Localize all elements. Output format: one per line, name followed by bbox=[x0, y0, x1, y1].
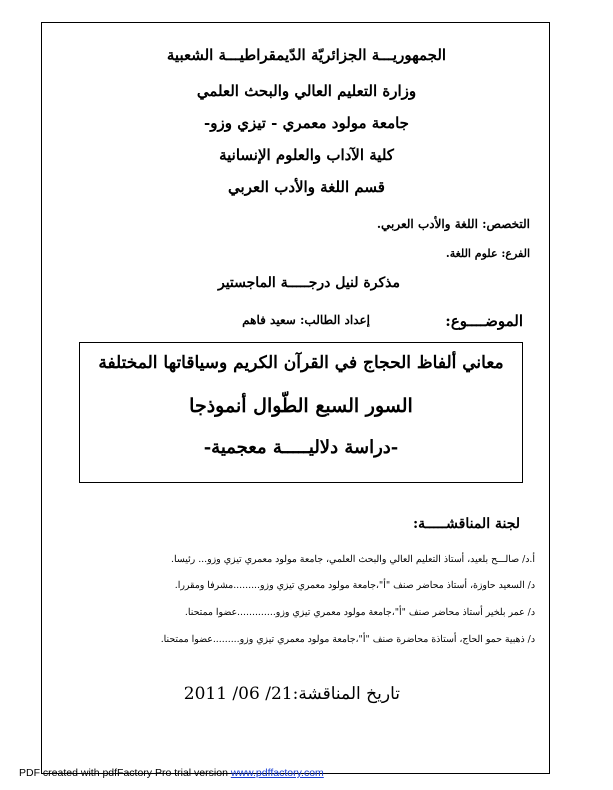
thesis-title-box bbox=[79, 342, 523, 483]
committee-member-1: أ.د/ صالـــح بلعيد، أستاذ التعليم العالي والبحث العلمي، جامعة مولود معمري تيزي وزو... رئيسا. bbox=[171, 554, 535, 565]
specialty-label: التخصص: اللغة والأدب العربي. bbox=[376, 217, 530, 231]
footer-link[interactable]: www.pdffactory.com bbox=[230, 767, 324, 779]
faculty-title: كلية الآداب والعلوم الإنسانية bbox=[219, 146, 394, 164]
degree-label: مذكرة لنيل درجـــــة الماجستير bbox=[217, 275, 400, 291]
thesis-title-line-1: معاني ألفاظ الحجاج في القرآن الكريم وسياقاتها المختلفة bbox=[98, 353, 504, 373]
prepared-by-label: إعداد الطالب: سعيد فاهم bbox=[242, 313, 370, 327]
thesis-title-line-3: -دراسة دلاليـــــة معجمية- bbox=[203, 437, 399, 458]
university-title: جامعة مولود معمري - تيزي وزو- bbox=[204, 114, 409, 132]
committee-member-2: د/ السعيد حاوزة، أستاذ محاضر صنف "أ"،جامعة مولود معمري تيزي وزو.........مشرفا ومقررا. bbox=[174, 580, 535, 591]
subject-label: الموضــــوع: bbox=[445, 312, 523, 330]
discussion-date: تاريخ المناقشة:21/ 06/ 2011 bbox=[183, 684, 400, 704]
ministry-title: وزارة التعليم العالي والبحث العلمي bbox=[196, 82, 417, 100]
pdf-footer-note bbox=[19, 767, 324, 779]
thesis-title-line-2: السور السبع الطّوال أنموذجا bbox=[189, 395, 413, 417]
committee-member-3: د/ عمر بلخير أستاذ محاضر صنف "أ"،جامعة مولود معمري تيزي وزو.............عضوا ممتحنا. bbox=[184, 607, 535, 618]
branch-label: الفرع: علوم اللغة. bbox=[445, 247, 530, 260]
committee-heading: لجنة المناقشـــــة: bbox=[412, 516, 520, 532]
footer-text: PDF created with pdfFactory Pro trial version bbox=[19, 767, 231, 779]
republic-title: الجمهوريـــة الجزائريّة الدّيمقراطيـــة الشعبية bbox=[166, 46, 447, 64]
committee-member-4: د/ ذهبية حمو الحاج، أستاذة محاضرة صنف "أ"،جامعة مولود معمري تيزي وزو.........عضوا ممتحنا. bbox=[160, 634, 535, 645]
department-title: قسم اللغة والأدب العربي bbox=[228, 178, 385, 196]
